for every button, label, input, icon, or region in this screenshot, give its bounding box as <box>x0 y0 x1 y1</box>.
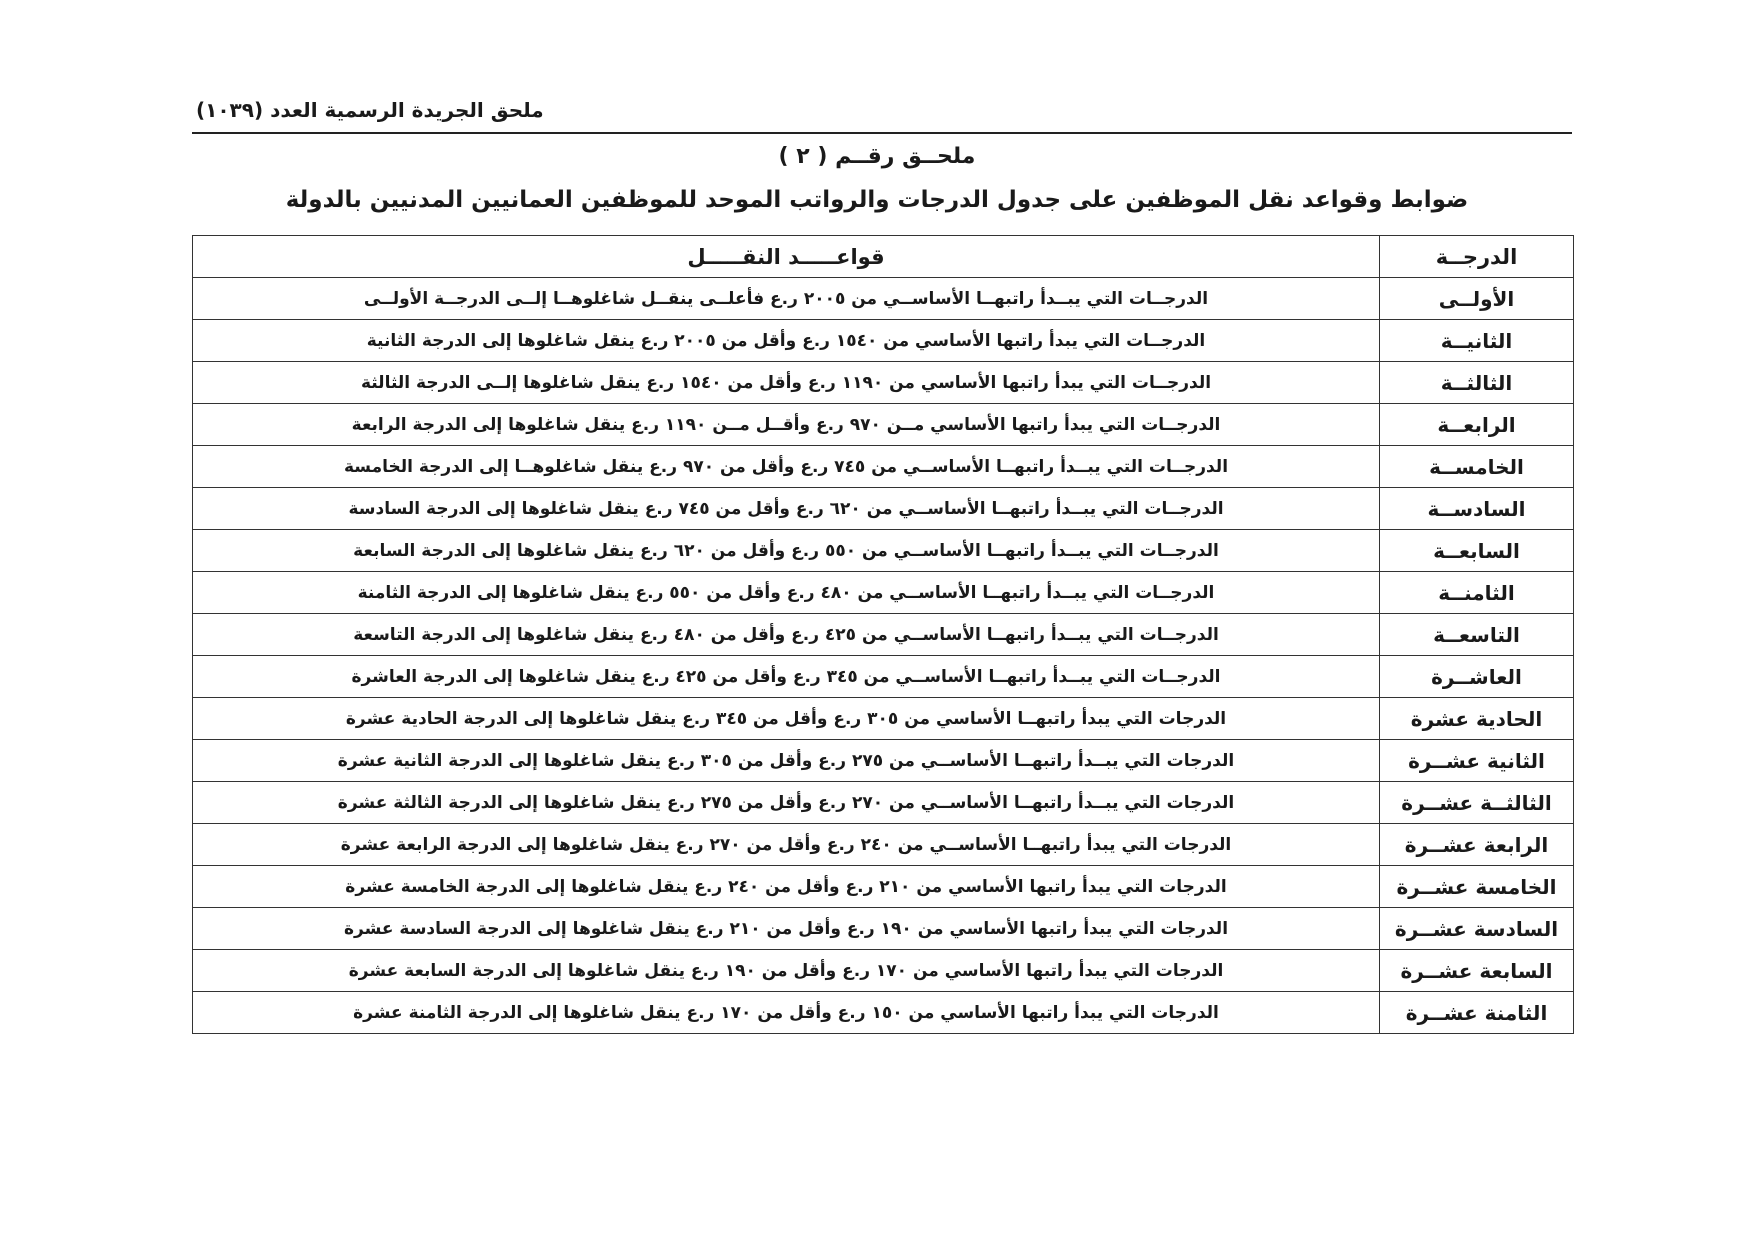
rule-cell: الدرجــات التي يبــدأ راتبهــا الأساســي من ٢٠٠٥ ر.ع فأعلــى ينقــل شاغلوهــا إلــى الدرجــة الأولــى <box>193 278 1380 320</box>
grade-cell: الثامنة عشــرة <box>1380 992 1574 1034</box>
rule-cell: الدرجــات التي يبــدأ راتبهــا الأساســي من ٦٢٠ ر.ع وأقل من ٧٤٥ ر.ع ينقل شاغلوها إلى الدرجة السادسة <box>193 488 1380 530</box>
rule-cell: الدرجــات التي يبدأ راتبها الأساسي من ١١٩٠ ر.ع وأقل من ١٥٤٠ ر.ع ينقل شاغلوها إلــى الدرجة الثالثة <box>193 362 1380 404</box>
table-row <box>193 740 1574 782</box>
grade-cell: الرابعــة <box>1380 404 1574 446</box>
rule-cell: الدرجات التي يبدأ راتبها الأساسي من ١٧٠ ر.ع وأقل من ١٩٠ ر.ع ينقل شاغلوها إلى الدرجة السابعة عشرة <box>193 950 1380 992</box>
grade-cell: الثانيــة <box>1380 320 1574 362</box>
table-row <box>193 866 1574 908</box>
grade-cell: الرابعة عشــرة <box>1380 824 1574 866</box>
rule-cell: الدرجــات التي يبــدأ راتبهــا الأساســي من ٤٨٠ ر.ع وأقل من ٥٥٠ ر.ع ينقل شاغلوها إلى الدرجة الثامنة <box>193 572 1380 614</box>
rule-cell: الدرجات التي يبــدأ راتبهــا الأساســي من ٢٧٥ ر.ع وأقل من ٣٠٥ ر.ع ينقل شاغلوها إلى الدرجة الثانية عشرة <box>193 740 1380 782</box>
grade-column-header: الدرجــة <box>1380 236 1574 278</box>
transfer-rules-table <box>192 235 1574 1034</box>
running-title: ملحق الجريدة الرسمية العدد (١٠٣٩) <box>196 98 544 122</box>
table-row <box>193 362 1574 404</box>
rule-cell: الدرجــات التي يبدأ راتبها الأساسي من ١٥٤٠ ر.ع وأقل من ٢٠٠٥ ر.ع ينقل شاغلوها إلى الدرجة الثانية <box>193 320 1380 362</box>
grade-cell: الثانية عشــرة <box>1380 740 1574 782</box>
table-row <box>193 824 1574 866</box>
rules-column-header: قواعـــــد النقـــــل <box>193 236 1380 278</box>
table-row <box>193 656 1574 698</box>
table-row <box>193 950 1574 992</box>
rule-cell: الدرجــات التي يبــدأ راتبهــا الأساســي من ٤٢٥ ر.ع وأقل من ٤٨٠ ر.ع ينقل شاغلوها إلى الدرجة التاسعة <box>193 614 1380 656</box>
table-row <box>193 278 1574 320</box>
grade-cell: السابعة عشــرة <box>1380 950 1574 992</box>
document-title: ضوابط وقواعد نقل الموظفين على جدول الدرجات والرواتب الموحد للموظفين العمانيين المدنيين بالدولة <box>285 187 1469 213</box>
table-row <box>193 614 1574 656</box>
rule-cell: الدرجــات التي يبــدأ راتبهــا الأساســي من ٥٥٠ ر.ع وأقل من ٦٢٠ ر.ع ينقل شاغلوها إلى الدرجة السابعة <box>193 530 1380 572</box>
table-row <box>193 488 1574 530</box>
annex-label: ملحــق رقــم ( ٢ ) <box>778 144 976 169</box>
table-row <box>193 404 1574 446</box>
table-row <box>193 908 1574 950</box>
rule-cell: الدرجات التي يبدأ راتبهــا الأساســي من ٢٤٠ ر.ع وأقل من ٢٧٠ ر.ع ينقل شاغلوها إلى الدرجة الرابعة عشرة <box>193 824 1380 866</box>
rule-cell: الدرجات التي يبدأ راتبهــا الأساسي من ٣٠٥ ر.ع وأقل من ٣٤٥ ر.ع ينقل شاغلوها إلى الدرجة الحادية عشرة <box>193 698 1380 740</box>
grade-cell: التاسعــة <box>1380 614 1574 656</box>
grade-cell: السادســة <box>1380 488 1574 530</box>
rule-cell: الدرجات التي يبدأ راتبها الأساسي من ١٥٠ ر.ع وأقل من ١٧٠ ر.ع ينقل شاغلوها إلى الدرجة الثامنة عشرة <box>193 992 1380 1034</box>
rule-cell: الدرجــات التي يبدأ راتبها الأساسي مــن ٩٧٠ ر.ع وأقــل مــن ١١٩٠ ر.ع ينقل شاغلوها إلى الدرجة الرابعة <box>193 404 1380 446</box>
page-header <box>192 92 1572 134</box>
table-row <box>193 530 1574 572</box>
table-header-row <box>193 236 1574 278</box>
grade-cell: الثالثــة عشــرة <box>1380 782 1574 824</box>
rule-cell: الدرجــات التي يبــدأ راتبهــا الأساســي من ٣٤٥ ر.ع وأقل من ٤٢٥ ر.ع ينقل شاغلوها إلى الدرجة العاشرة <box>193 656 1380 698</box>
table-row <box>193 698 1574 740</box>
table-row <box>193 320 1574 362</box>
table-row <box>193 782 1574 824</box>
grade-cell: السادسة عشــرة <box>1380 908 1574 950</box>
grade-cell: الخامســة <box>1380 446 1574 488</box>
table-row <box>193 572 1574 614</box>
rule-cell: الدرجــات التي يبــدأ راتبهــا الأساســي من ٧٤٥ ر.ع وأقل من ٩٧٠ ر.ع ينقل شاغلوهــا إلى الدرجة الخامسة <box>193 446 1380 488</box>
rule-cell: الدرجات التي يبدأ راتبها الأساسي من ١٩٠ ر.ع وأقل من ٢١٠ ر.ع ينقل شاغلوها إلى الدرجة السادسة عشرة <box>193 908 1380 950</box>
grade-cell: السابعــة <box>1380 530 1574 572</box>
grade-cell: الثامنــة <box>1380 572 1574 614</box>
grade-cell: الحادية عشرة <box>1380 698 1574 740</box>
table-row <box>193 446 1574 488</box>
grade-cell: الثالثــة <box>1380 362 1574 404</box>
grade-cell: الأولــى <box>1380 278 1574 320</box>
table-body <box>193 278 1574 1034</box>
table-row <box>193 992 1574 1034</box>
grade-cell: الخامسة عشــرة <box>1380 866 1574 908</box>
rule-cell: الدرجات التي يبــدأ راتبهــا الأساســي من ٢٧٠ ر.ع وأقل من ٢٧٥ ر.ع ينقل شاغلوها إلى الدرجة الثالثة عشرة <box>193 782 1380 824</box>
rule-cell: الدرجات التي يبدأ راتبها الأساسي من ٢١٠ ر.ع وأقل من ٢٤٠ ر.ع ينقل شاغلوها إلى الدرجة الخامسة عشرة <box>193 866 1380 908</box>
grade-cell: العاشــرة <box>1380 656 1574 698</box>
